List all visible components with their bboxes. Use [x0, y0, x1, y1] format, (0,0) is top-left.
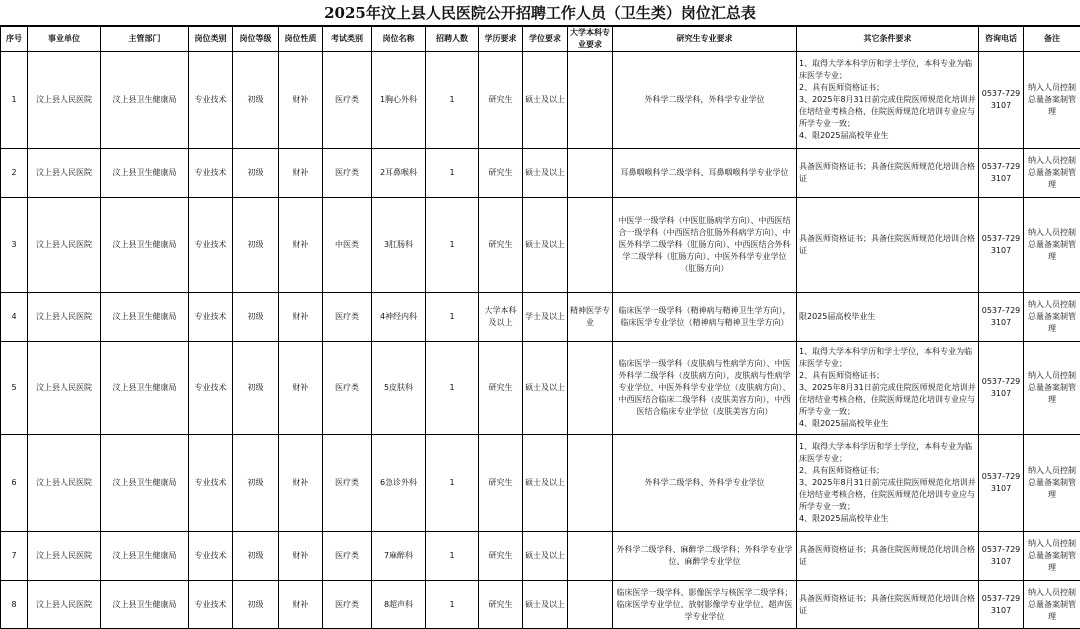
cell-dept: 汶上县卫生健康局: [101, 435, 189, 532]
cell-seq: 6: [1, 435, 28, 532]
cell-dept: 汶上县卫生健康局: [101, 149, 189, 198]
cell-count: 1: [426, 532, 479, 581]
cell-type: 专业技术: [189, 435, 233, 532]
cell-exam: 医疗类: [323, 293, 372, 342]
cell-exam: 医疗类: [323, 435, 372, 532]
header-edu: 学历要求: [479, 27, 523, 52]
table-row: [1, 149, 1080, 198]
table-row: [1, 532, 1080, 581]
cell-edu: 研究生: [479, 435, 523, 532]
table-row: [1, 52, 1080, 149]
cell-unit: 汶上县人民医院: [28, 342, 101, 435]
cell-level: 初级: [233, 149, 279, 198]
table-row: [1, 581, 1080, 629]
cell-level: 初级: [233, 198, 279, 293]
cell-degree: 硕士及以上: [523, 435, 568, 532]
cell-unit: 汶上县人民医院: [28, 532, 101, 581]
page-title: 2025年汶上县人民医院公开招聘工作人员（卫生类）岗位汇总表: [0, 0, 1080, 26]
cell-grad-major: 中医学一级学科（中医肛肠病学方向）、中西医结合一级学科（中西医结合肛肠外科病学方向）、中医外科学二级学科（肛肠方向）、中西医结合外科学二级学科（肛肠方向）、中医外科学专业学位（肛肠方向）: [613, 198, 797, 293]
cell-other: 1、取得大学本科学历和学士学位，本科专业为临床医学专业； 2、具有医师资格证书； 3、2025年8月31日前完成住院医师规范化培训并住培结业考核合格，住院医师规范化培训专业应与所学专业一致； 4、限2025届高校毕业生: [797, 435, 979, 532]
cell-other: 具备医师资格证书；具备住院医师规范化培训合格证: [797, 149, 979, 198]
cell-grad-major: 外科学二级学科、外科学专业学位: [613, 435, 797, 532]
cell-other: 具备医师资格证书；具备住院医师规范化培训合格证: [797, 581, 979, 629]
cell-exam: 医疗类: [323, 581, 372, 629]
cell-other: 具备医师资格证书；具备住院医师规范化培训合格证: [797, 198, 979, 293]
cell-tel: 0537-7293107: [979, 149, 1024, 198]
cell-unit: 汶上县人民医院: [28, 198, 101, 293]
cell-tel: 0537-7293107: [979, 198, 1024, 293]
cell-position: 5皮肤科: [372, 342, 426, 435]
cell-edu: 研究生: [479, 52, 523, 149]
table-row: [1, 293, 1080, 342]
cell-degree: 硕士及以上: [523, 342, 568, 435]
table-row: [1, 435, 1080, 532]
table-row: [1, 198, 1080, 293]
cell-ug-major: [568, 342, 613, 435]
cell-grad-major: 外科学二级学科、麻醉学二级学科；外科学专业学位、麻醉学专业学位: [613, 532, 797, 581]
cell-seq: 5: [1, 342, 28, 435]
cell-note: 纳入人员控制总量备案制管理: [1024, 342, 1080, 435]
cell-other: 1、取得大学本科学历和学士学位，本科专业为临床医学专业； 2、具有医师资格证书； 3、2025年8月31日前完成住院医师规范化培训并住培结业考核合格，住院医师规范化培训专业应与所学专业一致； 4、限2025届高校毕业生: [797, 52, 979, 149]
cell-tel: 0537-7293107: [979, 293, 1024, 342]
cell-ug-major: [568, 435, 613, 532]
cell-exam: 医疗类: [323, 52, 372, 149]
cell-seq: 2: [1, 149, 28, 198]
cell-level: 初级: [233, 581, 279, 629]
cell-nature: 财补: [279, 342, 323, 435]
header-position: 岗位名称: [372, 27, 426, 52]
header-ug-major: 大学本科专业要求: [568, 27, 613, 52]
cell-nature: 财补: [279, 581, 323, 629]
cell-grad-major: 临床医学一级学科、影像医学与核医学二级学科；临床医学专业学位、放射影像学专业学位、超声医学专业学位: [613, 581, 797, 629]
cell-nature: 财补: [279, 198, 323, 293]
cell-note: 纳入人员控制总量备案制管理: [1024, 149, 1080, 198]
cell-nature: 财补: [279, 293, 323, 342]
cell-edu: 大学本科及以上: [479, 293, 523, 342]
cell-type: 专业技术: [189, 149, 233, 198]
cell-ug-major: [568, 581, 613, 629]
header-degree: 学位要求: [523, 27, 568, 52]
cell-level: 初级: [233, 435, 279, 532]
cell-dept: 汶上县卫生健康局: [101, 581, 189, 629]
cell-grad-major: 耳鼻咽喉科学二级学科、耳鼻咽喉科学专业学位: [613, 149, 797, 198]
cell-seq: 7: [1, 532, 28, 581]
header-other: 其它条件要求: [797, 27, 979, 52]
cell-other: 1、取得大学本科学历和学士学位，本科专业为临床医学专业； 2、具有医师资格证书； 3、2025年8月31日前完成住院医师规范化培训并住培结业考核合格，住院医师规范化培训专业应与所学专业一致； 4、限2025届高校毕业生: [797, 342, 979, 435]
positions-table: [0, 26, 1080, 629]
cell-edu: 研究生: [479, 581, 523, 629]
cell-exam: 医疗类: [323, 149, 372, 198]
cell-count: 1: [426, 581, 479, 629]
cell-grad-major: 外科学二级学科，外科学专业学位: [613, 52, 797, 149]
header-dept: 主管部门: [101, 27, 189, 52]
table-row: [1, 342, 1080, 435]
cell-level: 初级: [233, 52, 279, 149]
cell-type: 专业技术: [189, 293, 233, 342]
cell-seq: 3: [1, 198, 28, 293]
cell-position: 7麻醉科: [372, 532, 426, 581]
header-tel: 咨询电话: [979, 27, 1024, 52]
cell-exam: 医疗类: [323, 342, 372, 435]
cell-edu: 研究生: [479, 149, 523, 198]
cell-count: 1: [426, 342, 479, 435]
cell-ug-major: [568, 532, 613, 581]
cell-grad-major: 临床医学一级学科（精神病与精神卫生学方向），临床医学专业学位（精神病与精神卫生学方向）: [613, 293, 797, 342]
cell-dept: 汶上县卫生健康局: [101, 198, 189, 293]
cell-ug-major: [568, 52, 613, 149]
cell-nature: 财补: [279, 532, 323, 581]
cell-ug-major: [568, 149, 613, 198]
cell-note: 纳入人员控制总量备案制管理: [1024, 198, 1080, 293]
cell-count: 1: [426, 198, 479, 293]
cell-other: 具备医师资格证书；具备住院医师规范化培训合格证: [797, 532, 979, 581]
cell-edu: 研究生: [479, 342, 523, 435]
header-row: [1, 27, 1080, 52]
cell-level: 初级: [233, 293, 279, 342]
cell-tel: 0537-7293107: [979, 52, 1024, 149]
header-nature: 岗位性质: [279, 27, 323, 52]
cell-position: 4神经内科: [372, 293, 426, 342]
cell-degree: 学士及以上: [523, 293, 568, 342]
cell-degree: 硕士及以上: [523, 198, 568, 293]
header-exam: 考试类别: [323, 27, 372, 52]
cell-position: 3肛肠科: [372, 198, 426, 293]
cell-dept: 汶上县卫生健康局: [101, 293, 189, 342]
cell-tel: 0537-7293107: [979, 342, 1024, 435]
header-seq: 序号: [1, 27, 28, 52]
cell-edu: 研究生: [479, 532, 523, 581]
cell-note: 纳入人员控制总量备案制管理: [1024, 581, 1080, 629]
cell-count: 1: [426, 52, 479, 149]
cell-type: 专业技术: [189, 52, 233, 149]
cell-unit: 汶上县人民医院: [28, 435, 101, 532]
cell-degree: 硕士及以上: [523, 532, 568, 581]
cell-exam: 中医类: [323, 198, 372, 293]
cell-type: 专业技术: [189, 581, 233, 629]
cell-nature: 财补: [279, 149, 323, 198]
header-level: 岗位等级: [233, 27, 279, 52]
cell-count: 1: [426, 435, 479, 532]
cell-dept: 汶上县卫生健康局: [101, 342, 189, 435]
cell-seq: 1: [1, 52, 28, 149]
cell-unit: 汶上县人民医院: [28, 293, 101, 342]
cell-type: 专业技术: [189, 532, 233, 581]
cell-grad-major: 临床医学一级学科（皮肤病与性病学方向）、中医外科学二级学科（皮肤病方向），皮肤病与性病学专业学位、中医外科学专业学位（皮肤病方向）、中西医结合临床二级学科（皮肤美容方向），中西医结合临床专业学位（皮肤美容方向）: [613, 342, 797, 435]
cell-count: 1: [426, 293, 479, 342]
header-unit: 事业单位: [28, 27, 101, 52]
cell-tel: 0537-7293107: [979, 435, 1024, 532]
cell-ug-major: [568, 198, 613, 293]
header-grad-major: 研究生专业要求: [613, 27, 797, 52]
cell-edu: 研究生: [479, 198, 523, 293]
cell-nature: 财补: [279, 435, 323, 532]
header-type: 岗位类别: [189, 27, 233, 52]
cell-position: 6急诊外科: [372, 435, 426, 532]
cell-position: 8超声科: [372, 581, 426, 629]
cell-level: 初级: [233, 532, 279, 581]
cell-exam: 医疗类: [323, 532, 372, 581]
cell-tel: 0537-7293107: [979, 532, 1024, 581]
cell-seq: 4: [1, 293, 28, 342]
cell-level: 初级: [233, 342, 279, 435]
cell-tel: 0537-7293107: [979, 581, 1024, 629]
cell-count: 1: [426, 149, 479, 198]
cell-type: 专业技术: [189, 342, 233, 435]
cell-nature: 财补: [279, 52, 323, 149]
cell-position: 1胸心外科: [372, 52, 426, 149]
cell-degree: 硕士及以上: [523, 149, 568, 198]
cell-type: 专业技术: [189, 198, 233, 293]
cell-note: 纳入人员控制总量备案制管理: [1024, 52, 1080, 149]
cell-seq: 8: [1, 581, 28, 629]
cell-note: 纳入人员控制总量备案制管理: [1024, 293, 1080, 342]
cell-other: 限2025届高校毕业生: [797, 293, 979, 342]
cell-unit: 汶上县人民医院: [28, 52, 101, 149]
cell-degree: 硕士及以上: [523, 581, 568, 629]
header-count: 招聘人数: [426, 27, 479, 52]
cell-position: 2耳鼻喉科: [372, 149, 426, 198]
cell-unit: 汶上县人民医院: [28, 581, 101, 629]
cell-degree: 硕士及以上: [523, 52, 568, 149]
cell-note: 纳入人员控制总量备案制管理: [1024, 532, 1080, 581]
cell-dept: 汶上县卫生健康局: [101, 52, 189, 149]
cell-ug-major: 精神医学专业: [568, 293, 613, 342]
cell-dept: 汶上县卫生健康局: [101, 532, 189, 581]
cell-note: 纳入人员控制总量备案制管理: [1024, 435, 1080, 532]
cell-unit: 汶上县人民医院: [28, 149, 101, 198]
header-note: 备注: [1024, 27, 1080, 52]
